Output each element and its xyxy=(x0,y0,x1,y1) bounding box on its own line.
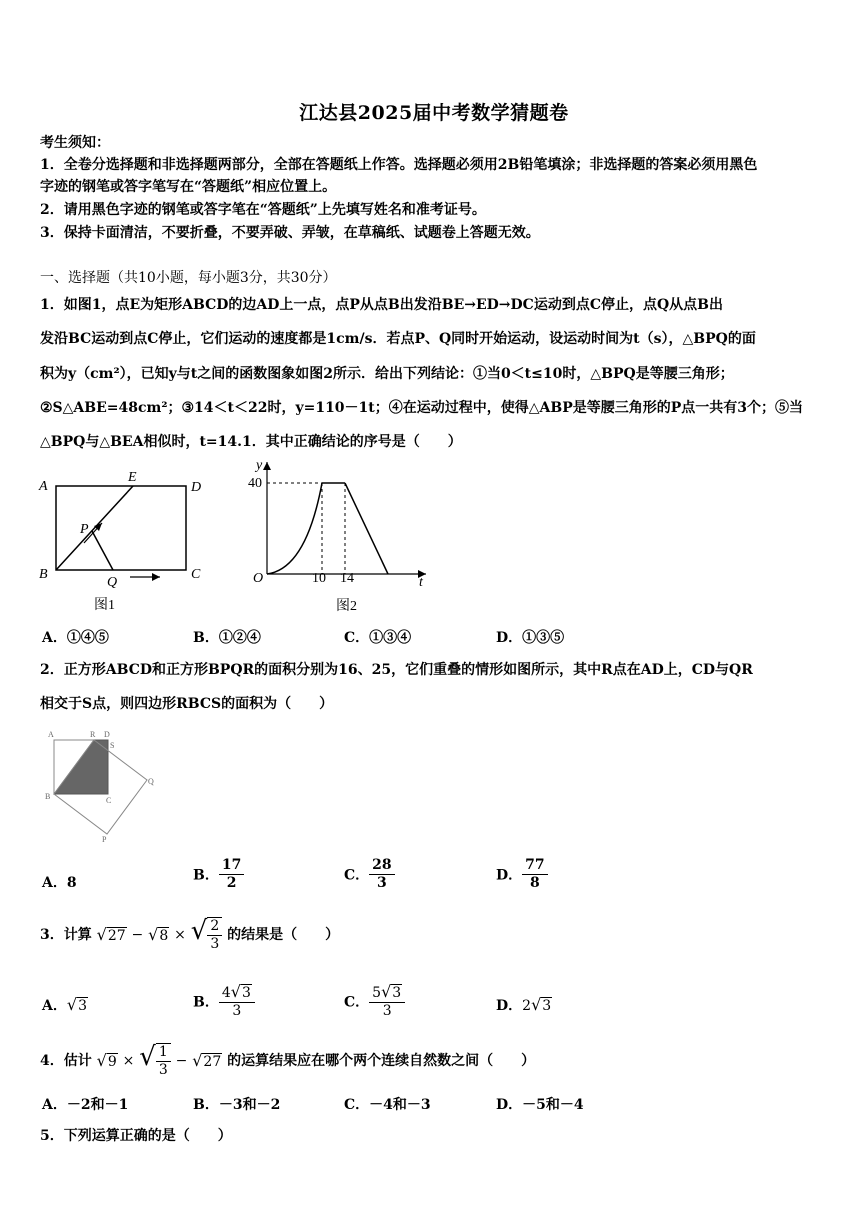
q1-figure2 xyxy=(236,454,436,619)
page-title: 江达县2025届中考数学猜题卷 xyxy=(299,102,569,124)
q1-option-b[interactable]: B．①②④ xyxy=(193,630,261,646)
notice-item: 1．全卷分选择题和非选择题两部分，全部在答题纸上作答。选择题必须用2B铅笔填涂；非选择题的答案必须用黑色 xyxy=(40,157,758,173)
q3-option-a[interactable]: A．√3 xyxy=(42,995,87,1014)
fig1-label-q: Q xyxy=(107,575,118,590)
q4-option-c[interactable]: C．－4和－3 xyxy=(344,1097,431,1113)
fig1-label-a: A xyxy=(39,479,48,494)
q2-label-c: C xyxy=(106,796,112,805)
q2-label-s: S xyxy=(110,741,115,750)
q2-figure xyxy=(40,726,165,846)
q2-label-a: A xyxy=(48,730,54,739)
fig2-label-40: 40 xyxy=(248,476,262,491)
fig2-label-o: O xyxy=(253,571,264,586)
q1-line: △BPQ与△BEA相似时，t=14.1．其中正确结论的序号是（ ） xyxy=(40,434,462,450)
q5-stem: 5．下列运算正确的是（ ） xyxy=(40,1128,232,1144)
q2-label-q: Q xyxy=(148,777,154,786)
notice-heading: 考生须知： xyxy=(40,135,110,151)
q4-option-b[interactable]: B．－3和－2 xyxy=(193,1097,281,1113)
q2-line: 2．正方形ABCD和正方形BPQR的面积分别为16、25，它们重叠的情形如图所示，其中R点在AD上，CD与QR xyxy=(40,662,753,678)
q2-label-p: P xyxy=(102,835,107,844)
fig2-label-y: y xyxy=(256,458,263,473)
q1-line: 1．如图1，点E为矩形ABCD的边AD上一点，点P从点B出发沿BE→ED→DC运动到点C停止，点Q从点B出 xyxy=(40,297,723,313)
q3-option-d[interactable]: D．2√3 xyxy=(496,995,552,1014)
q1-option-c[interactable]: C．①③④ xyxy=(344,630,412,646)
section-heading: 一、选择题（共10小题，每小题3分，共30分） xyxy=(40,270,337,286)
notice-item: 2．请用黑色字迹的钢笔或答字笔在“答题纸”上先填写姓名和准考证号。 xyxy=(40,202,486,218)
notice-item: 字迹的钢笔或答字笔写在“答题纸”相应位置上。 xyxy=(40,179,337,195)
q2-option-c[interactable]: C． $\frac{28}{3}$ xyxy=(344,857,395,892)
q2-label-d: D xyxy=(104,730,110,739)
q2-option-a[interactable]: A．8 xyxy=(42,875,77,891)
q3-option-c[interactable]: C． $\frac{5√3}{3}$ xyxy=(344,983,405,1020)
q3-stem: 3．计算 √27 − √8 × √ $\frac{2}{3}$ 的结果是（ ） xyxy=(40,916,340,952)
fig1-label-b: B xyxy=(39,567,48,582)
fig1-label-d: D xyxy=(191,480,202,495)
notice-item: 3．保持卡面清洁，不要折叠，不要弄破、弄皱，在草稿纸、试题卷上答题无效。 xyxy=(40,225,540,241)
q2-label-r: R xyxy=(90,730,96,739)
q1-option-a[interactable]: A．①④⑤ xyxy=(42,630,109,646)
q1-line: 积为y（cm²），已知y与t之间的函数图象如图2所示．给出下列结论：①当0＜t≤10时，△BPQ是等腰三角形； xyxy=(40,366,734,382)
q2-line: 相交于S点，则四边形RBCS的面积为（ ） xyxy=(40,696,334,712)
q2-option-b[interactable]: B． $\frac{17}{2}$ xyxy=(193,857,244,892)
q2-option-d[interactable]: D． $\frac{77}{8}$ xyxy=(496,857,548,892)
q4-stem: 4．估计 √9 × √ $\frac{1}{3}$ − √27 的运算结果应在哪个两个连续自然数之间（ ） xyxy=(40,1042,536,1078)
q1-option-d[interactable]: D．①③⑤ xyxy=(496,630,565,646)
fig1-label-e: E xyxy=(128,470,137,485)
fig2-label-10: 10 xyxy=(312,571,326,586)
q1-line: 发沿BC运动到点C停止，它们运动的速度都是1cm/s．若点P、Q同时开始运动，设运动时间为t（s），△BPQ的面 xyxy=(40,331,756,347)
q1-figure1 xyxy=(36,466,216,616)
fig1-caption: 图1 xyxy=(94,598,115,613)
q1-line: ②S△ABE=48cm²；③14＜t＜22时，y=110－1t；④在运动过程中，使得△ABP是等腰三角形的P点一共有3个；⑤当 xyxy=(40,400,804,416)
fig1-label-p: P xyxy=(80,522,89,537)
q3-option-b[interactable]: B． $\frac{4√3}{3}$ xyxy=(193,983,255,1020)
fig1-label-c: C xyxy=(191,567,201,582)
q2-label-b: B xyxy=(45,792,51,801)
fig2-caption: 图2 xyxy=(336,599,357,614)
fig2-label-t: t xyxy=(419,575,423,590)
fig2-label-14: 14 xyxy=(340,571,354,586)
q4-option-a[interactable]: A．－2和－1 xyxy=(42,1097,129,1113)
q4-option-d[interactable]: D．－5和－4 xyxy=(496,1097,584,1113)
